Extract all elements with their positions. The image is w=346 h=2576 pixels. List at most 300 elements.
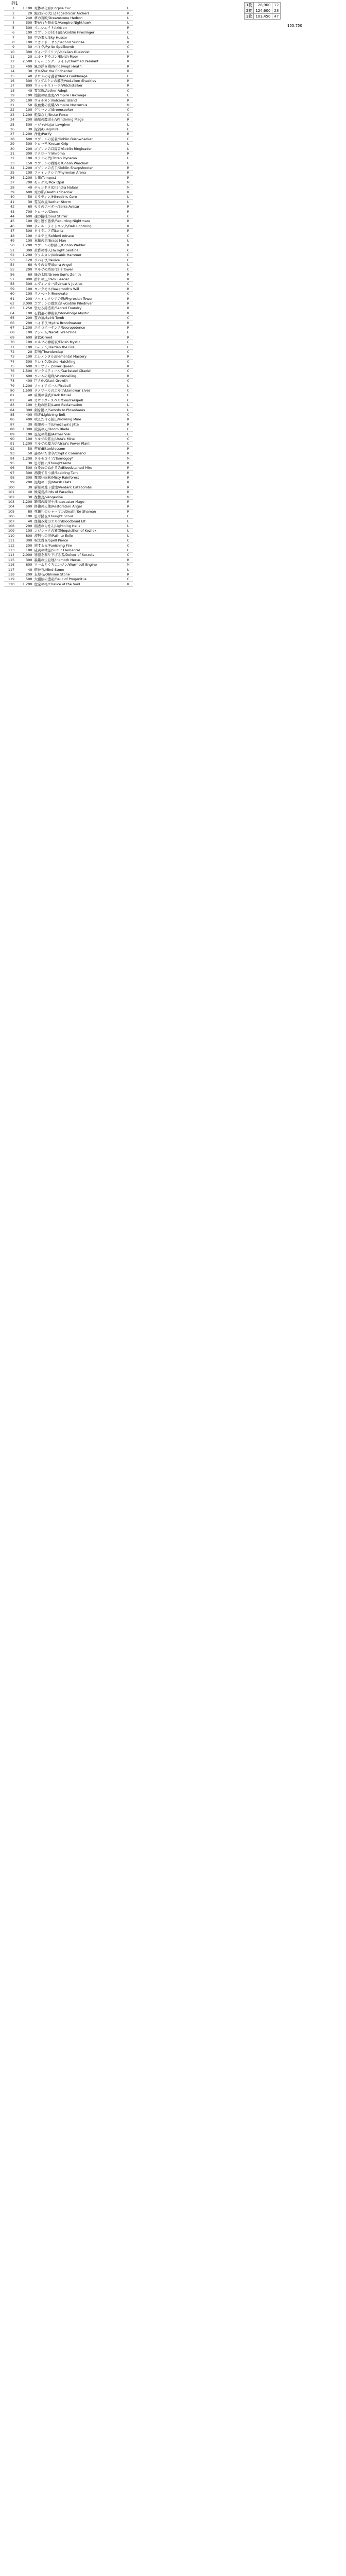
- cell-name: ワームの咆哮/Wurmcalling: [33, 374, 123, 378]
- cell-price: 300: [15, 359, 33, 364]
- cell-rar: U: [124, 195, 133, 199]
- table-row: [4, 171, 133, 175]
- cell-name: ダークスティール/Darksteel Citadel: [33, 369, 123, 374]
- cell-name: 浄化/Purify: [33, 132, 123, 137]
- cell-no: 14: [4, 69, 15, 74]
- cell-no: 90: [4, 436, 15, 441]
- cell-name: ボロスの守護者/Boros Guildmage: [33, 74, 123, 78]
- cell-name: 血染めのぬかるみ/Bloodstained Mire: [33, 466, 123, 470]
- cell-no: 73: [4, 354, 15, 359]
- cell-rar: U: [124, 74, 133, 78]
- table-row: [4, 557, 133, 562]
- cell-rar: M: [124, 456, 133, 461]
- cell-no: 18: [4, 88, 15, 93]
- cell-name: 稲妻/Lightning Bolt: [33, 412, 123, 417]
- table-row: [4, 21, 133, 25]
- cell-no: 57: [4, 277, 15, 281]
- cell-name: 吠えたける鉱山/Howling Mine: [33, 417, 123, 422]
- cell-no: 83: [4, 403, 15, 408]
- cell-rar: U: [124, 156, 133, 161]
- cell-name: 虚空の杯/Chalice of the Void: [33, 582, 123, 586]
- cell-name: 霊気鎧/Aether Adept: [33, 88, 123, 93]
- cell-no: 4: [4, 21, 15, 25]
- cell-rar: C: [124, 388, 133, 393]
- table-row: [4, 456, 133, 461]
- cell-name: 精神石/Mind Stone: [33, 567, 123, 572]
- cell-no: 82: [4, 398, 15, 402]
- cell-no: 84: [4, 408, 15, 412]
- cell-no: 45: [4, 219, 15, 224]
- table-row: [4, 572, 133, 577]
- table-row: [4, 11, 133, 15]
- cell-no: 103: [4, 499, 15, 504]
- cell-price: 300: [15, 224, 33, 228]
- table-row: [4, 292, 133, 296]
- table-row: [4, 54, 133, 59]
- cell-no: 8: [4, 40, 15, 44]
- table-row: [4, 64, 133, 69]
- cell-rar: U: [124, 93, 133, 98]
- cell-rar: R: [124, 306, 133, 311]
- cell-price: 100: [15, 233, 33, 238]
- table-row: [4, 538, 133, 543]
- cell-price: 50: [15, 195, 33, 199]
- cell-rar: R: [124, 582, 133, 586]
- cell-no: 119: [4, 577, 15, 582]
- cell-rar: R: [124, 117, 133, 122]
- cell-no: 113: [4, 548, 15, 552]
- cell-name: 群れの王/Pack Leader: [33, 277, 123, 281]
- cell-rar: R: [124, 228, 133, 233]
- table-row: [4, 40, 133, 44]
- cell-rar: U: [124, 141, 133, 146]
- cell-name: セカンド・サン/Second Sunrise: [33, 40, 123, 44]
- cell-price: 1,300: [15, 427, 33, 431]
- table-row: [4, 543, 133, 548]
- cell-no: 65: [4, 316, 15, 320]
- cell-no: 58: [4, 282, 15, 286]
- table-row: [4, 340, 133, 344]
- cell-name: 新緑の地下墓地/Verdant Catacombs: [33, 485, 123, 489]
- cell-price: 40: [15, 490, 33, 495]
- cell-no: 28: [4, 137, 15, 141]
- cell-price: 1,200: [15, 383, 33, 388]
- table-row: [4, 185, 133, 190]
- table-row: [4, 165, 133, 170]
- cell-price: 500: [15, 466, 33, 470]
- summary-count: 28: [272, 8, 281, 14]
- cell-rar: C: [124, 282, 133, 286]
- cell-no: 120: [4, 582, 15, 586]
- cell-price: 40: [15, 567, 33, 572]
- cell-name: クローサ/Krosan Grip: [33, 141, 123, 146]
- summary-count: 47: [272, 14, 281, 20]
- cell-no: 17: [4, 83, 15, 88]
- cell-rar: R: [124, 205, 133, 209]
- cell-price: 500: [15, 577, 33, 582]
- cell-rar: R: [124, 461, 133, 465]
- cell-price: 200: [15, 316, 33, 320]
- table-row: [4, 345, 133, 349]
- cell-no: 74: [4, 359, 15, 364]
- cell-price: 1,200: [15, 243, 33, 248]
- cell-no: 95: [4, 461, 15, 465]
- cell-rar: R: [124, 132, 133, 137]
- table-row: [4, 359, 133, 364]
- cell-rar: R: [124, 417, 133, 422]
- cell-price: 300: [15, 151, 33, 156]
- cell-rar: R: [124, 54, 133, 59]
- cell-name: ヴィダルケンの解放/Vedalken Shackles: [33, 78, 123, 83]
- cell-rar: R: [124, 59, 133, 64]
- cell-rar: M: [124, 495, 133, 499]
- cell-no: 75: [4, 364, 15, 368]
- table-row: [4, 567, 133, 572]
- table-row: [4, 427, 133, 431]
- cell-rar: C: [124, 112, 133, 117]
- table-row: [4, 262, 133, 267]
- table-row: [4, 417, 133, 422]
- summary-row: [245, 3, 281, 8]
- cell-price: 100: [15, 432, 33, 436]
- summary-row: [245, 14, 281, 20]
- table-row: [4, 519, 133, 523]
- table-row: [4, 156, 133, 161]
- table-row: [4, 272, 133, 277]
- cell-price: 100: [15, 219, 33, 224]
- cell-no: 117: [4, 567, 15, 572]
- cell-price: 400: [15, 412, 33, 417]
- cell-price: 50: [15, 35, 33, 40]
- cell-price: 100: [15, 529, 33, 533]
- cell-price: 30: [15, 495, 33, 499]
- cell-name: ファイアボール/Fireball: [33, 383, 123, 388]
- table-row: [4, 349, 133, 354]
- table-row: [4, 151, 133, 156]
- cell-no: 71: [4, 345, 15, 349]
- cell-no: 67: [4, 325, 15, 330]
- cell-no: 23: [4, 112, 15, 117]
- cell-name: リバイヴ/Revive: [33, 258, 123, 262]
- cell-price: 400: [15, 64, 33, 69]
- cell-rar: R: [124, 190, 133, 194]
- cell-no: 35: [4, 171, 15, 175]
- cell-rar: M: [124, 180, 133, 185]
- cell-rar: R: [124, 277, 133, 281]
- cell-name: 貪欲/Greed: [33, 335, 123, 340]
- cell-price: 600: [15, 214, 33, 218]
- cell-price: 40: [15, 88, 33, 93]
- cell-name: 吸血鬼の夜鷲/Vampire Nocturnus: [33, 103, 123, 107]
- cell-name: 死体の化身/Corpse Cur: [33, 6, 123, 11]
- cell-no: 88: [4, 427, 15, 431]
- table-row: [4, 533, 133, 538]
- cell-no: 89: [4, 432, 15, 436]
- cell-no: 3: [4, 15, 15, 20]
- cell-name: 破滅の刃/Doom Blade: [33, 427, 123, 431]
- cell-price: 100: [15, 98, 33, 103]
- cell-price: 2,000: [15, 553, 33, 557]
- cell-price: 100: [15, 286, 33, 291]
- cell-price: 600: [15, 364, 33, 368]
- cell-name: ゴブリンの修繕工/Goblin Welder: [33, 243, 123, 248]
- cell-rar: R: [124, 311, 133, 315]
- cell-rar: R: [124, 11, 133, 15]
- cell-no: 20: [4, 98, 15, 103]
- cell-name: 復讐蔦/Vengevine: [33, 495, 123, 499]
- cell-rar: M: [124, 562, 133, 567]
- cell-name: クローン/Clone: [33, 209, 123, 214]
- cell-no: 48: [4, 233, 15, 238]
- cell-rar: R: [124, 451, 133, 455]
- cell-rar: R: [124, 335, 133, 340]
- cell-price: 500: [15, 504, 33, 509]
- cell-price: 20: [15, 54, 33, 59]
- cell-name: ナシーム/Nacatl War-Pride: [33, 330, 123, 335]
- table-row: [4, 316, 133, 320]
- cell-name: 墨蛾の生息地/Inkmoth Nexus: [33, 557, 123, 562]
- summary-value: 28,900: [254, 3, 272, 8]
- cell-price: 200: [15, 146, 33, 151]
- cell-no: 10: [4, 49, 15, 54]
- cell-rar: R: [124, 272, 133, 277]
- cell-price: 600: [15, 374, 33, 378]
- cell-no: 9: [4, 45, 15, 49]
- table-row: [4, 461, 133, 465]
- cell-rar: C: [124, 359, 133, 364]
- cell-name: 極楽鳥/Birds of Paradise: [33, 490, 123, 495]
- cell-rar: C: [124, 379, 133, 383]
- summary-label: 3枚: [245, 14, 254, 20]
- table-row: [4, 432, 133, 436]
- cell-price: 100: [15, 436, 33, 441]
- table-row: [4, 15, 133, 20]
- table-row: [4, 35, 133, 40]
- cell-no: 104: [4, 504, 15, 509]
- cell-name: 真鍮の男/Brass Man: [33, 238, 123, 243]
- cell-price: 700: [15, 180, 33, 185]
- table-row: [4, 252, 133, 257]
- cell-price: 500: [15, 122, 33, 127]
- cell-rar: U: [124, 161, 133, 165]
- cell-price: 300: [15, 25, 33, 30]
- table-row: [4, 335, 133, 340]
- cell-price: 900: [15, 277, 33, 281]
- cell-rar: R: [124, 301, 133, 306]
- table-row: [4, 224, 133, 228]
- cell-price: 300: [15, 408, 33, 412]
- cell-price: 700: [15, 209, 33, 214]
- table-row: [4, 233, 133, 238]
- cell-name: 大嵐/Tempest: [33, 175, 123, 180]
- cell-name: 霧深い雨林/Misty Rainforest: [33, 475, 123, 480]
- cell-name: カウンタースペル/Counterspell: [33, 398, 123, 402]
- table-row: [4, 282, 133, 286]
- cell-rar: C: [124, 258, 133, 262]
- cell-name: コジレックの審問/Inquisition of Kozilek: [33, 529, 123, 533]
- cell-rar: R: [124, 470, 133, 475]
- cell-no: 22: [4, 108, 15, 112]
- cell-no: 81: [4, 393, 15, 398]
- table-row: [4, 59, 133, 64]
- cell-no: 98: [4, 475, 15, 480]
- table-row: [4, 403, 133, 408]
- cell-rar: C: [124, 137, 133, 141]
- cell-name: エヴィンカー/Evincar's Justice: [33, 282, 123, 286]
- cell-no: 91: [4, 442, 15, 446]
- table-row: [4, 499, 133, 504]
- cell-price: 1,200: [15, 582, 33, 586]
- cell-price: 300: [15, 557, 33, 562]
- cell-price: 300: [15, 538, 33, 543]
- cell-rar: C: [124, 233, 133, 238]
- table-row: [4, 495, 133, 499]
- cell-no: 11: [4, 54, 15, 59]
- cell-price: 100: [15, 403, 33, 408]
- cell-rar: C: [124, 30, 133, 35]
- cell-rar: C: [124, 427, 133, 431]
- cell-name: エル・ドラゴン/Elvish Piper: [33, 54, 123, 59]
- cell-name: ファイレクシア/Phyrexian Arena: [33, 171, 123, 175]
- table-row: [4, 108, 133, 112]
- cell-rar: U: [124, 15, 133, 20]
- cell-rar: R: [124, 422, 133, 427]
- summary-value: 103,450: [254, 14, 272, 20]
- cell-no: 105: [4, 509, 15, 514]
- table-row: [4, 175, 133, 180]
- cell-no: 51: [4, 248, 15, 252]
- cell-price: 2,500: [15, 59, 33, 64]
- cell-name: 瞬唱の魔道士/Snapcaster Mage: [33, 499, 123, 504]
- cell-price: 100: [15, 93, 33, 98]
- cell-price: 100: [15, 40, 33, 44]
- cell-name: 泥沼/Quagmire: [33, 127, 123, 131]
- cell-name: ネクロポーテンス/Necropotence: [33, 325, 123, 330]
- cell-name: 霊の墓/Spirit Tomb: [33, 316, 123, 320]
- table-row: [4, 369, 133, 374]
- cell-price: 40: [15, 519, 33, 523]
- table-row: [4, 83, 133, 88]
- table-row: [4, 117, 133, 122]
- table-row: [4, 383, 133, 388]
- cell-rar: C: [124, 345, 133, 349]
- cell-price: 3,000: [15, 301, 33, 306]
- cell-price: 50: [15, 451, 33, 455]
- summary-value: 124,600: [254, 8, 272, 14]
- cell-price: 600: [15, 335, 33, 340]
- cell-no: 46: [4, 224, 15, 228]
- cell-name: 繰り返す悪夢/Recurring Nightmare: [33, 219, 123, 224]
- cell-rar: R: [124, 243, 133, 248]
- cell-price: 30: [15, 69, 33, 74]
- cell-price: 300: [15, 248, 33, 252]
- table-row: [4, 30, 133, 35]
- cell-price: 1,200: [15, 499, 33, 504]
- cell-rar: C: [124, 267, 133, 272]
- cell-rar: C: [124, 214, 133, 218]
- cell-name: 沸騰する小湖/Scalding Tarn: [33, 470, 123, 475]
- cell-rar: R: [124, 485, 133, 489]
- cell-rar: C: [124, 442, 133, 446]
- summary-label: 1枚: [245, 3, 254, 8]
- cell-no: 96: [4, 466, 15, 470]
- cell-name: 罰する火/Punishing Fire: [33, 543, 123, 548]
- table-row: [4, 199, 133, 204]
- table-row: [4, 214, 133, 218]
- cell-no: 29: [4, 141, 15, 146]
- cell-name: 剣を鋤に/Swords to Plowshares: [33, 408, 123, 412]
- table-row: [4, 219, 133, 224]
- cell-price: 100: [15, 171, 33, 175]
- cell-no: 101: [4, 490, 15, 495]
- cell-price: 1,200: [15, 112, 33, 117]
- cell-no: 80: [4, 388, 15, 393]
- cell-no: 42: [4, 205, 15, 209]
- cell-rar: R: [124, 557, 133, 562]
- cell-price: 600: [15, 190, 33, 194]
- cell-no: 13: [4, 64, 15, 69]
- cell-name: ゴブリンの従者/Goblin Bushwhacker: [33, 137, 123, 141]
- table-row: [4, 412, 133, 417]
- cell-price: 300: [15, 141, 33, 146]
- cell-no: 116: [4, 562, 15, 567]
- cell-rar: C: [124, 398, 133, 402]
- table-row: [4, 74, 133, 78]
- cell-rar: C: [124, 577, 133, 582]
- cell-name: ゴブリンの戦煽り/Goblin Warchief: [33, 161, 123, 165]
- cell-name: タイタニア/Titania: [33, 228, 123, 233]
- cell-name: 暗黒の儀式/Dark Ritual: [33, 393, 123, 398]
- cell-no: 62: [4, 301, 15, 306]
- table-row: [4, 548, 133, 552]
- cell-rar: U: [124, 49, 133, 54]
- summary-row: [245, 8, 281, 14]
- cell-name: 聖なる鋳造所/Sacred Foundry: [33, 306, 123, 311]
- cell-name: 巨大化/Giant Growth: [33, 379, 123, 383]
- cell-no: 1: [4, 6, 15, 11]
- cell-name: ヴォルカン/Volcanic Island: [33, 98, 123, 103]
- cell-no: 26: [4, 127, 15, 131]
- table-row: [4, 446, 133, 451]
- cell-name: 雷鳴/Thunderclap: [33, 349, 123, 354]
- table-row: [4, 141, 133, 146]
- cell-name: ウィッチストーク/Witchstalker: [33, 83, 123, 88]
- cell-price: 1,500: [15, 388, 33, 393]
- cell-rar: R: [124, 364, 133, 368]
- cell-no: 78: [4, 379, 15, 383]
- cell-price: 40: [15, 74, 33, 78]
- cell-name: 遍歴の魔道士/Wandering Mage: [33, 117, 123, 122]
- cell-price: 100: [15, 548, 33, 552]
- cell-name: 苦花/Bitterblossom: [33, 446, 123, 451]
- table-row: [4, 577, 133, 582]
- cell-no: 110: [4, 533, 15, 538]
- table-row: [4, 306, 133, 311]
- cell-name: エルフの神秘家/Elvish Mystic: [33, 340, 123, 344]
- cell-price: 50: [15, 103, 33, 107]
- cell-name: 魂の撹拌/Soul Stirrer: [33, 214, 123, 218]
- cell-rar: R: [124, 490, 133, 495]
- cell-price: 200: [15, 543, 33, 548]
- cell-price: 200: [15, 523, 33, 528]
- cell-price: 60: [15, 205, 33, 209]
- cell-no: 66: [4, 320, 15, 325]
- cell-no: 76: [4, 369, 15, 374]
- cell-name: 忘却石/Oblivion Stone: [33, 572, 123, 577]
- table-row: [4, 122, 133, 127]
- table-row: [4, 258, 133, 262]
- cell-rar: R: [124, 69, 133, 74]
